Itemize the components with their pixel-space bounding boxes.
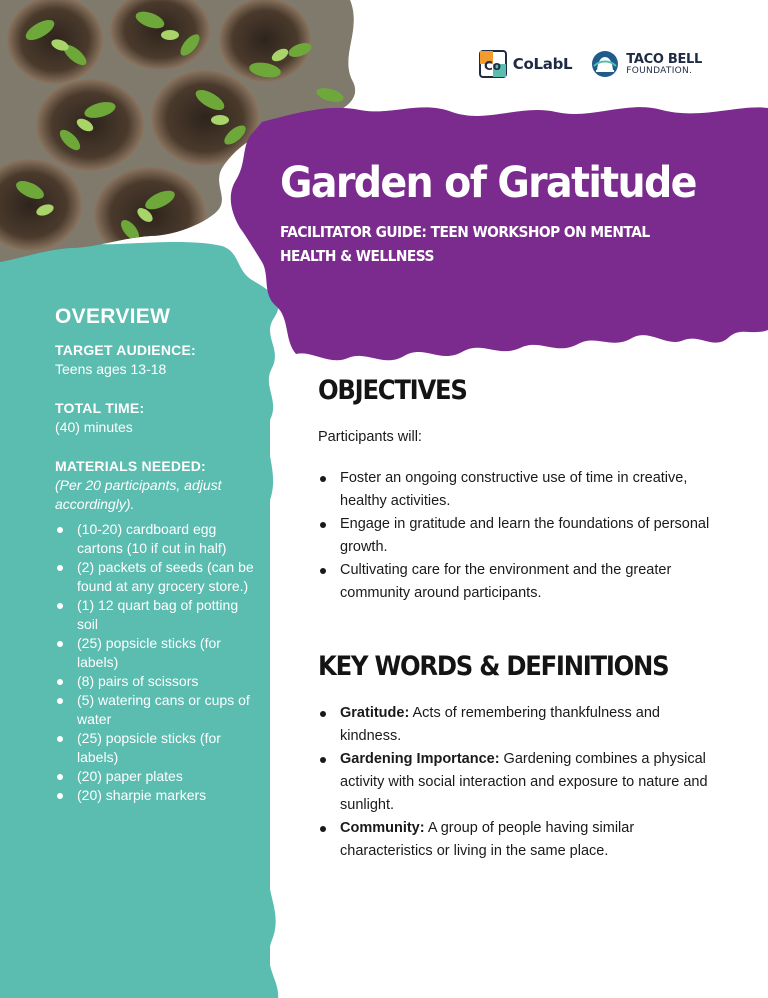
- keywords-section: [318, 651, 718, 863]
- keyword-item: [318, 702, 718, 748]
- keyword-term: Gardening Importance:: [340, 751, 500, 767]
- keyword-item: [318, 817, 718, 863]
- keywords-heading: KEY WORDS & DEFINITIONS: [318, 651, 669, 682]
- title-block: [280, 158, 750, 268]
- materials-item: (1) 12 quart bag of potting soil: [55, 596, 255, 634]
- total-time-label: TOTAL TIME:: [55, 400, 145, 416]
- materials-block: [55, 457, 255, 805]
- materials-item: (8) pairs of scissors: [55, 672, 255, 691]
- taco-bell-foundation-word: FOUNDATION.: [626, 65, 693, 76]
- materials-item: (2) packets of seeds (can be found at any grocery store.): [55, 558, 255, 596]
- taco-bell-name: TACO BELL: [626, 51, 702, 67]
- objectives-list: [318, 467, 718, 605]
- target-audience-block: [55, 341, 255, 379]
- overview-sidebar: [55, 305, 255, 805]
- objective-item: Foster an ongoing constructive use of time in creative, healthy activities.: [318, 467, 718, 513]
- taco-bell-foundation-text: [626, 53, 702, 76]
- colab-logo-text: CoLabL: [512, 55, 573, 73]
- page-title: Garden of Gratitude: [280, 158, 696, 208]
- materials-item: (5) watering cans or cups of water: [55, 691, 255, 729]
- keyword-definition: A group of people having similar characteristics or living in the same place.: [340, 820, 635, 859]
- keyword-item: [318, 748, 718, 817]
- objective-item: Cultivating care for the environment and the greater community around participants.: [318, 559, 718, 605]
- objective-item: Engage in gratitude and learn the foundations of personal growth.: [318, 513, 718, 559]
- target-audience-label: TARGET AUDIENCE:: [55, 342, 196, 358]
- keyword-definition: Gardening combines a physical activity with social interaction and exposure to nature and sunlight.: [340, 751, 708, 813]
- objectives-heading: OBJECTIVES: [318, 375, 467, 406]
- taco-bell-foundation-logo: [590, 50, 702, 78]
- overview-heading: OVERVIEW: [55, 305, 171, 328]
- keyword-definition: Acts of remembering thankfulness and kindness.: [340, 705, 660, 744]
- materials-note: (Per 20 participants, adjust accordingly).: [55, 477, 222, 512]
- main-content: [318, 375, 718, 863]
- keywords-list: [318, 702, 718, 863]
- keyword-term: Gratitude:: [340, 705, 410, 721]
- materials-item: (10-20) cardboard egg cartons (10 if cut in half): [55, 520, 255, 558]
- svg-text:Co: Co: [483, 59, 501, 73]
- page-subtitle: FACILITATOR GUIDE: TEEN WORKSHOP ON MENTAL HEALTH & WELLNESS: [280, 223, 650, 265]
- total-time-block: [55, 399, 255, 437]
- materials-item: (25) popsicle sticks (for labels): [55, 729, 255, 767]
- colab-logo-icon: [479, 50, 507, 78]
- logo-bar: [479, 50, 702, 78]
- materials-item: (20) sharpie markers: [55, 786, 255, 805]
- materials-item: (20) paper plates: [55, 767, 255, 786]
- objectives-intro: Participants will:: [318, 429, 422, 445]
- materials-list: [55, 520, 255, 805]
- materials-label: MATERIALS NEEDED:: [55, 458, 206, 474]
- materials-item: (25) popsicle sticks (for labels): [55, 634, 255, 672]
- total-time-value: (40) minutes: [55, 419, 133, 435]
- target-audience-value: Teens ages 13-18: [55, 361, 167, 377]
- keyword-term: Community:: [340, 820, 425, 836]
- taco-bell-bell-icon: [590, 50, 620, 78]
- colab-logo: [479, 50, 573, 78]
- objectives-section: [318, 375, 718, 605]
